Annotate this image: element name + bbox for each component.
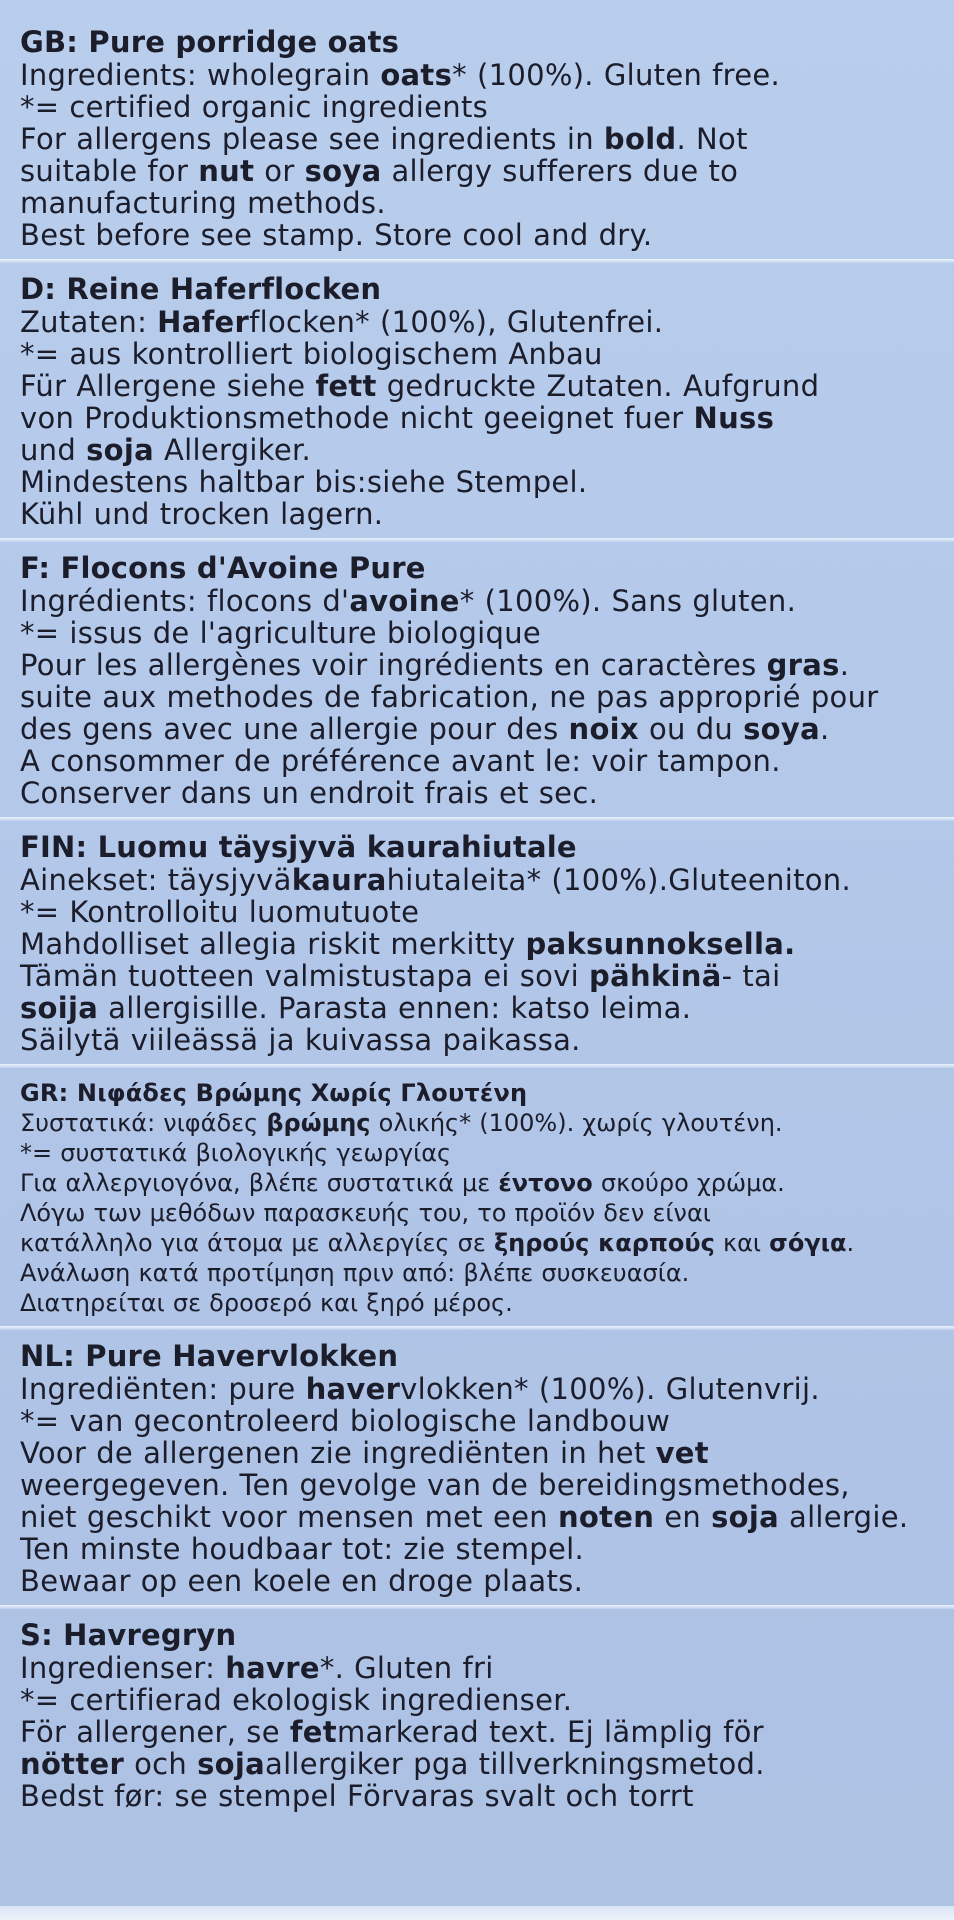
text-run: Ingredienser: [20, 1651, 226, 1685]
text-line [20, 1288, 950, 1318]
text-run: *= aus kontrolliert biologischem Anbau [20, 337, 603, 371]
text-run: . Not [676, 122, 748, 156]
text-line [20, 1565, 950, 1597]
text-run: Conserver dans un endroit frais et sec. [20, 776, 599, 810]
text-run: Bedst før: se stempel Förvaras svalt och torrt [20, 1779, 694, 1813]
language-section [20, 273, 950, 530]
text-run: weergegeven. Ten gevolge van de bereidingsmethodes, [20, 1468, 850, 1502]
text-run: . [846, 1229, 855, 1257]
ingredients-label [20, 26, 950, 1812]
bold-allergen: soja [711, 1500, 779, 1534]
text-line [20, 402, 950, 434]
section-divider [0, 1605, 954, 1609]
bold-allergen: soya [743, 712, 820, 746]
text-run: niet geschikt voor mensen met een [20, 1500, 558, 1534]
text-line [20, 434, 950, 466]
bold-allergen: kaura [291, 863, 387, 897]
bold-allergen: pähkinä [589, 959, 722, 993]
language-section [20, 552, 950, 809]
section-title: D: Reine Haferflocken [20, 272, 382, 306]
text-line [20, 219, 950, 251]
text-run: ou du [638, 712, 744, 746]
text-run: *= certified organic ingredients [20, 90, 489, 124]
text-run: allergisille. Parasta ennen: katso leima. [98, 991, 692, 1025]
text-run: suite aux methodes de fabrication, ne pas approprié pour [20, 680, 879, 714]
section-title: GR: Νιφάδες Βρώμης Χωρίς Γλουτένη [20, 1079, 528, 1107]
section-divider [0, 259, 954, 263]
bold-allergen: oats [380, 58, 453, 92]
bold-allergen: soja [197, 1747, 265, 1781]
bold-allergen: Hafer [157, 305, 250, 339]
text-run: * (100%). Sans gluten. [459, 584, 797, 618]
text-run: Allergiker. [154, 433, 312, 467]
text-run: Ingrediënten: pure [20, 1372, 306, 1406]
text-run: - tai [721, 959, 781, 993]
package-edge [0, 1906, 954, 1920]
text-run: A consommer de préférence avant le: voir tampon. [20, 744, 781, 778]
text-line [20, 1138, 950, 1168]
text-line [20, 466, 950, 498]
text-line [20, 338, 950, 370]
text-line [20, 1652, 950, 1684]
text-run: Mahdolliset allegia riskit merkitty [20, 927, 526, 961]
text-line [20, 1437, 950, 1469]
bold-allergen: Nuss [693, 401, 775, 435]
bold-allergen: vet [655, 1436, 709, 1470]
text-line [20, 187, 950, 219]
language-section [20, 831, 950, 1056]
text-run: For allergens please see ingredients in [20, 122, 604, 156]
text-run: allergiker pga tillverkningsmetod. [265, 1747, 765, 1781]
text-line [20, 1716, 950, 1748]
text-run: Säilytä viileässä ja kuivassa paikassa. [20, 1023, 581, 1057]
text-run: manufacturing methods. [20, 186, 386, 220]
sections-container [20, 26, 950, 1812]
bold-allergen: soja [86, 433, 154, 467]
text-run: *= van gecontroleerd biologische landbouw [20, 1404, 671, 1438]
text-run: Tämän tuotteen valmistustapa ei sovi [20, 959, 590, 993]
bold-allergen: soija [20, 991, 99, 1025]
text-run: Kühl und trocken lagern. [20, 497, 384, 531]
text-run: und [20, 433, 87, 467]
text-line [20, 123, 950, 155]
text-line [20, 992, 950, 1024]
text-run: vlokken* (100%). Glutenvrij. [400, 1372, 820, 1406]
section-title: FIN: Luomu täysjyvä kaurahiutale [20, 830, 577, 864]
text-line [20, 1748, 950, 1780]
text-run: Συστατικά: νιφάδες [20, 1109, 267, 1137]
text-line [20, 1373, 950, 1405]
section-title: NL: Pure Havervlokken [20, 1339, 399, 1373]
text-line [20, 1533, 950, 1565]
text-run: Για αλλεργιογόνα, βλέπε συστατικά με [20, 1169, 499, 1197]
text-run: σκούρο χρώμα. [592, 1169, 785, 1197]
text-run: Ingredients: wholegrain [20, 58, 381, 92]
text-line [20, 713, 950, 745]
text-run: Λόγω των μεθόδων παρασκευής του, το προϊόν δεν είναι [20, 1199, 711, 1227]
text-run: allergy sufferers due to [381, 154, 739, 188]
bold-allergen: fett [315, 369, 377, 403]
text-run: Διατηρείται σε δροσερό και ξηρό μέρος. [20, 1289, 513, 1317]
text-run: flocken* (100%), Glutenfrei. [249, 305, 664, 339]
text-run: κατάλληλο για άτομα με αλλεργίες σε [20, 1229, 494, 1257]
text-line [20, 370, 950, 402]
bold-allergen: paksunnoksella. [525, 927, 796, 961]
text-line [20, 1198, 950, 1228]
text-run: Bewaar op een koele en droge plaats. [20, 1564, 584, 1598]
text-run: Ainekset: täysjyvä [20, 863, 292, 897]
text-line [20, 1684, 950, 1716]
bold-allergen: ξηρούς καρπούς [493, 1229, 715, 1257]
text-line [20, 1024, 950, 1056]
text-run: *= συστατικά βιολογικής γεωργίας [20, 1139, 452, 1167]
text-line [20, 1501, 950, 1533]
section-divider [0, 817, 954, 821]
bold-allergen: noix [568, 712, 639, 746]
language-section [20, 1078, 950, 1318]
text-run: . [819, 712, 830, 746]
text-run: Voor de allergenen zie ingrediënten in het [20, 1436, 656, 1470]
text-run: hiutaleita* (100%).Gluteeniton. [386, 863, 852, 897]
text-line [20, 91, 950, 123]
bold-allergen: σόγια [769, 1229, 847, 1257]
text-line [20, 1168, 950, 1198]
text-run: gedruckte Zutaten. Aufgrund [376, 369, 820, 403]
text-line [20, 1228, 950, 1258]
text-line [20, 617, 950, 649]
text-run: Ingrédients: flocons d' [20, 584, 350, 618]
bold-allergen: soya [304, 154, 382, 188]
bold-allergen: gras [766, 648, 840, 682]
text-line [20, 745, 950, 777]
bold-allergen: avoine [349, 584, 460, 618]
section-divider [0, 538, 954, 542]
text-run: suitable for [20, 154, 199, 188]
text-run: *= issus de l'agriculture biologique [20, 616, 542, 650]
text-run: Mindestens haltbar bis:siehe Stempel. [20, 465, 588, 499]
text-run: Best before see stamp. Store cool and dry. [20, 218, 653, 252]
text-run: von Produktionsmethode nicht geeignet fuer [20, 401, 694, 435]
text-run: or [254, 154, 305, 188]
text-run: ολικής* (100%). χωρίς γλουτένη. [370, 1109, 783, 1137]
text-line [20, 306, 950, 338]
text-line [20, 681, 950, 713]
text-run: *. Gluten fri [319, 1651, 494, 1685]
text-line [20, 864, 950, 896]
text-line [20, 928, 950, 960]
text-run: Ανάλωση κατά προτίμηση πριν από: βλέπε συσκευασία. [20, 1259, 690, 1287]
language-section [20, 1340, 950, 1597]
bold-allergen: havre [225, 1651, 320, 1685]
text-line [20, 585, 950, 617]
text-line [20, 896, 950, 928]
text-line [20, 498, 950, 530]
text-run: Pour les allergènes voir ingrédients en caractères [20, 648, 767, 682]
text-run: * (100%). Gluten free. [452, 58, 781, 92]
text-run: *= Kontrolloitu luomutuote [20, 895, 420, 929]
section-title: F: Flocons d'Avoine Pure [20, 551, 426, 585]
text-run: Für Allergene siehe [20, 369, 316, 403]
section-title: S: Havregryn [20, 1618, 237, 1652]
text-run: des gens avec une allergie pour des [20, 712, 569, 746]
text-line [20, 1469, 950, 1501]
bold-allergen: fet [289, 1715, 337, 1749]
bold-allergen: bold [603, 122, 677, 156]
bold-allergen: βρώμης [266, 1109, 371, 1137]
text-line [20, 1108, 950, 1138]
text-run: Ten minste houdbaar tot: zie stempel. [20, 1532, 584, 1566]
language-section [20, 1619, 950, 1812]
bold-allergen: noten [557, 1500, 655, 1534]
text-run: *= certifierad ekologisk ingredienser. [20, 1683, 573, 1717]
section-divider [0, 1326, 954, 1330]
text-line [20, 777, 950, 809]
text-run: allergie. [778, 1500, 909, 1534]
text-run: För allergener, se [20, 1715, 290, 1749]
text-run: markerad text. Ej lämplig för [336, 1715, 764, 1749]
section-title: GB: Pure porridge oats [20, 25, 400, 59]
bold-allergen: nut [198, 154, 255, 188]
text-line [20, 960, 950, 992]
language-section [20, 26, 950, 251]
bold-allergen: haver [305, 1372, 401, 1406]
bold-allergen: έντονο [498, 1169, 593, 1197]
text-line [20, 1405, 950, 1437]
section-divider [0, 1064, 954, 1068]
text-line [20, 59, 950, 91]
text-run: en [654, 1500, 712, 1534]
text-line [20, 1780, 950, 1812]
text-line [20, 1258, 950, 1288]
text-run: . [839, 648, 850, 682]
text-line [20, 649, 950, 681]
text-run: och [124, 1747, 198, 1781]
text-run: Zutaten: [20, 305, 158, 339]
text-run: και [714, 1229, 770, 1257]
text-line [20, 155, 950, 187]
bold-allergen: nötter [20, 1747, 125, 1781]
